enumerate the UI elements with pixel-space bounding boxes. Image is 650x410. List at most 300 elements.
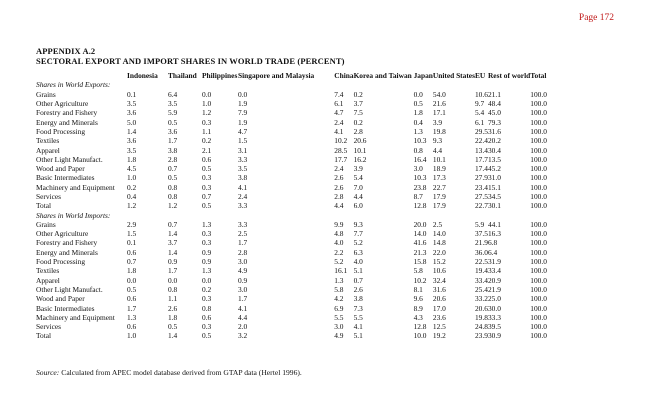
table-cell: 3.8 [168, 145, 178, 155]
table-cell: 0.5 [127, 284, 137, 294]
table-cell: 1.8 [413, 108, 423, 118]
table-cell: 7.0 [353, 182, 363, 192]
table-cell: 44.1 [487, 219, 501, 229]
table-cell: 0.5 [168, 322, 178, 332]
table-cell: 3.7 [168, 238, 178, 248]
table-cell: 3.3 [238, 154, 248, 164]
table-cell: 5.0 [127, 117, 137, 127]
table-cell: 100.0 [530, 275, 547, 285]
table-cell: 0.3 [202, 322, 212, 332]
table-cell: 0.0 [202, 89, 212, 99]
column-gap [314, 313, 334, 322]
table-cell: 0.8 [168, 182, 178, 192]
table-cell: 5.9 [168, 108, 178, 118]
table-cell: 3.8 [353, 294, 363, 304]
table-cell: 100.0 [530, 173, 547, 183]
table-cell: 0.8 [168, 192, 178, 201]
page-number: Page 172 [578, 13, 614, 23]
table-cell: 100.0 [530, 284, 547, 294]
table-row [36, 331, 570, 340]
table-cell: 4.4 [432, 145, 443, 155]
table-cell: 1.7 [127, 303, 137, 313]
table-cell: 9.7 [474, 99, 485, 109]
table-cell: 30.0 [487, 303, 501, 313]
table-row [36, 229, 570, 238]
column-gap [314, 108, 334, 117]
table-cell: 36.0 [474, 247, 488, 257]
table-cell: 48.4 [487, 99, 501, 109]
table-cell: 15.1 [487, 182, 501, 192]
table-cell: 3.8 [238, 173, 248, 183]
section-title: Shares in World Exports: [36, 80, 111, 90]
table-cell: 0.7 [127, 257, 137, 267]
table-cell: 31.6 [432, 284, 446, 294]
row-label: Grains [36, 89, 56, 99]
table-title: SECTORAL EXPORT AND IMPORT SHARES IN WORLD TRADE (PERCENT) [36, 55, 345, 66]
header-gap [314, 71, 334, 80]
table-cell: 2.1 [202, 145, 212, 155]
table-cell: 14.0 [413, 229, 427, 239]
table-cell: 4.4 [334, 201, 344, 211]
table-row [36, 173, 570, 182]
table-cell: 17.4 [474, 164, 488, 174]
table-cell: 22.4 [474, 136, 488, 146]
table-cell: 17.7 [474, 154, 488, 164]
table-cell: 28.5 [334, 145, 348, 155]
table-cell: 24.8 [474, 322, 488, 332]
table-cell: 100.0 [530, 117, 547, 127]
table-cell: 0.7 [353, 275, 363, 285]
table-cell: 2.4 [334, 164, 344, 174]
column-gap [314, 276, 334, 285]
table-cell: 6.8 [487, 238, 498, 248]
table-cell: 15.2 [432, 257, 446, 267]
table-cell: 100.0 [530, 229, 547, 239]
table-cell: 100.0 [530, 192, 547, 201]
table-cell: 0.0 [202, 275, 212, 285]
table-cell: 0.7 [168, 219, 178, 229]
table-row [36, 220, 570, 229]
table-cell: 3.0 [413, 164, 423, 174]
table-row [36, 155, 570, 164]
table-cell: 2.5 [238, 229, 248, 239]
table-row [36, 238, 570, 247]
table-cell: 32.4 [432, 275, 446, 285]
table-cell: 0.9 [238, 275, 248, 285]
table-cell: 2.8 [334, 192, 344, 201]
header-row [36, 71, 570, 80]
table-cell: 0.1 [127, 89, 137, 99]
row-label: Other Agriculture [36, 99, 89, 109]
table-cell: 0.0 [238, 89, 248, 99]
table-cell: 10.2 [413, 275, 427, 285]
column-gap [314, 117, 334, 126]
column-gap [314, 127, 334, 136]
table-row [36, 313, 570, 322]
header-china: China [334, 71, 354, 81]
table-cell: 4.9 [238, 266, 248, 276]
table-cell: 30.4 [487, 145, 501, 155]
table-row [36, 266, 570, 275]
table-cell: 13.5 [487, 154, 501, 164]
table-row [36, 164, 570, 173]
table-cell: 2.0 [238, 322, 248, 332]
row-label: Textiles [36, 266, 60, 276]
table-cell: 10.2 [334, 136, 348, 146]
table-cell: 1.9 [238, 99, 248, 109]
table-cell: 2.4 [334, 117, 344, 127]
table-cell: 0.5 [168, 117, 178, 127]
column-gap [314, 266, 334, 275]
table-cell: 4.7 [238, 126, 248, 136]
column-gap [314, 201, 334, 210]
table-cell: 1.3 [202, 219, 212, 229]
table-cell: 23.4 [474, 182, 488, 192]
table-cell: 0.8 [168, 284, 178, 294]
source-note [36, 368, 302, 377]
table-cell: 3.6 [127, 136, 137, 146]
table-cell: 19.8 [474, 312, 488, 322]
table-cell: 6.4 [487, 247, 498, 257]
header-korea-taiwan: Korea and Taiwan [353, 71, 412, 81]
table-cell: 3.3 [238, 219, 248, 229]
table-cell: 7.5 [353, 108, 363, 118]
table-cell: 31.0 [487, 173, 501, 183]
table-cell: 21.6 [432, 99, 446, 109]
table-cell: 6.1 [474, 117, 485, 127]
table-cell: 9.3 [353, 219, 363, 229]
table-cell: 10.0 [413, 331, 427, 341]
table-row [36, 303, 570, 312]
table-cell: 6.1 [334, 99, 344, 109]
table-cell: 3.9 [432, 117, 443, 127]
table-cell: 6.3 [353, 247, 363, 257]
table-cell: 5.9 [474, 219, 485, 229]
header-total: Total [530, 71, 547, 81]
table-cell: 19.8 [432, 126, 446, 136]
table-cell: 1.3 [202, 266, 212, 276]
column-gap [314, 183, 334, 192]
row-label: Wood and Paper [36, 294, 85, 304]
table-cell: 2.4 [238, 192, 248, 201]
row-label: Other Light Manufact. [36, 154, 103, 164]
table-cell: 1.7 [168, 136, 178, 146]
table-cell: 19.2 [432, 331, 446, 341]
table-cell: 14.0 [432, 229, 446, 239]
table-row [36, 248, 570, 257]
table-cell: 5.5 [353, 312, 363, 322]
table-cell: 1.5 [127, 229, 137, 239]
table-cell: 100.0 [530, 257, 547, 267]
column-gap [314, 90, 334, 99]
table-row [36, 108, 570, 117]
row-label: Services [36, 322, 62, 332]
table-cell: 14.8 [432, 238, 446, 248]
column-gap [314, 322, 334, 331]
header-united-states: United States [432, 71, 475, 81]
table-cell: 1.3 [413, 126, 423, 136]
table-row [36, 145, 570, 154]
table-cell: 0.3 [202, 238, 212, 248]
table-cell: 37.5 [474, 229, 488, 239]
table-cell: 4.5 [127, 164, 137, 174]
table-cell: 100.0 [530, 182, 547, 192]
table-cell: 10.1 [432, 154, 446, 164]
row-label: Services [36, 192, 62, 201]
table-cell: 3.0 [238, 257, 248, 267]
row-label: Forestry and Fishery [36, 238, 98, 248]
table-cell: 100.0 [530, 247, 547, 257]
table-cell: 0.3 [202, 294, 212, 304]
table-cell: 1.0 [127, 331, 137, 341]
table-row [36, 183, 570, 192]
table-cell: 25.0 [487, 294, 501, 304]
table-cell: 13.4 [474, 145, 488, 155]
table-cell: 2.6 [334, 173, 344, 183]
table-row [36, 294, 570, 303]
table-cell: 20.6 [353, 136, 367, 146]
table-cell: 1.8 [127, 266, 137, 276]
table-cell: 22.0 [432, 247, 446, 257]
table-cell: 17.9 [432, 192, 446, 201]
table-cell: 3.6 [168, 126, 178, 136]
row-label: Total [36, 201, 52, 211]
table-cell: 2.9 [127, 219, 137, 229]
table-cell: 4.7 [334, 108, 344, 118]
table-cell: 4.0 [334, 238, 344, 248]
table-cell: 21.9 [474, 238, 488, 248]
table-row [36, 276, 570, 285]
table-cell: 1.7 [238, 238, 248, 248]
table-cell: 4.1 [238, 303, 248, 313]
table-row [36, 285, 570, 294]
table-cell: 1.2 [127, 201, 137, 211]
table-cell: 1.4 [168, 229, 178, 239]
table-cell: 4.1 [238, 182, 248, 192]
table-cell: 17.7 [334, 154, 348, 164]
row-label: Food Processing [36, 126, 86, 136]
table-cell: 33.4 [474, 275, 488, 285]
row-label: Energy and Minerals [36, 247, 98, 257]
table-row [36, 99, 570, 108]
table-cell: 8.7 [413, 192, 423, 201]
table-cell: 4.8 [334, 229, 344, 239]
table-cell: 10.1 [353, 145, 367, 155]
table-cell: 20.6 [432, 294, 446, 304]
table-cell: 6.4 [168, 89, 178, 99]
table-cell: 7.3 [353, 303, 363, 313]
table-cell: 4.1 [353, 322, 363, 332]
table-cell: 100.0 [530, 312, 547, 322]
table-cell: 0.4 [413, 117, 423, 127]
table-cell: 5.8 [334, 284, 344, 294]
table-cell: 3.7 [353, 99, 363, 109]
table-heading [36, 47, 345, 66]
table-cell: 0.5 [413, 99, 423, 109]
table-cell: 1.3 [127, 312, 137, 322]
table-cell: 3.2 [238, 331, 248, 341]
table-cell: 0.2 [353, 89, 363, 99]
row-label: Basic Intermediates [36, 173, 95, 183]
table-cell: 100.0 [530, 89, 547, 99]
column-gap [314, 285, 334, 294]
source-label: Source: [36, 368, 60, 377]
table-cell: 100.0 [530, 145, 547, 155]
trade-shares-table [36, 71, 570, 341]
header-thailand: Thailand [168, 71, 197, 81]
table-cell: 9.6 [413, 294, 423, 304]
table-cell: 3.5 [127, 99, 137, 109]
table-cell: 23.8 [413, 182, 427, 192]
table-row [36, 201, 570, 210]
table-cell: 0.2 [202, 284, 212, 294]
header-eu: EU [474, 71, 486, 81]
row-label: Machinery and Equipment [36, 182, 115, 192]
table-cell: 2.6 [168, 303, 178, 313]
table-cell: 3.1 [238, 145, 248, 155]
column-gap [314, 303, 334, 312]
table-cell: 5.1 [353, 331, 363, 341]
table-cell: 1.4 [168, 331, 178, 341]
table-cell: 100.0 [530, 238, 547, 248]
row-label: Other Light Manufact. [36, 284, 103, 294]
table-cell: 3.5 [238, 164, 248, 174]
table-cell: 0.6 [202, 312, 212, 322]
table-cell: 45.2 [487, 164, 501, 174]
header-philippines: Philippines [202, 71, 238, 81]
table-cell: 17.1 [432, 108, 446, 118]
table-cell: 5.4 [353, 173, 363, 183]
row-label: Food Processing [36, 257, 86, 267]
table-cell: 7.7 [353, 229, 363, 239]
table-cell: 5.1 [353, 266, 363, 276]
table-cell: 100.0 [530, 108, 547, 118]
table-cell: 5.2 [353, 238, 363, 248]
table-cell: 33.2 [474, 294, 488, 304]
column-gap [314, 99, 334, 108]
table-cell: 2.8 [168, 154, 178, 164]
table-cell: 0.2 [353, 117, 363, 127]
table-cell: 0.9 [202, 257, 212, 267]
table-cell: 0.3 [202, 173, 212, 183]
table-cell: 8.1 [413, 284, 423, 294]
table-cell: 7.4 [334, 89, 344, 99]
table-cell: 33.4 [487, 266, 501, 276]
table-cell: 20.9 [487, 275, 501, 285]
table-cell: 4.2 [334, 294, 344, 304]
table-cell: 5.4 [474, 108, 485, 118]
table-row [36, 117, 570, 126]
table-cell: 2.6 [334, 182, 344, 192]
table-cell: 15.8 [413, 257, 427, 267]
table-cell: 10.3 [413, 136, 427, 146]
table-cell: 16.2 [353, 154, 367, 164]
section-header-row [36, 210, 570, 219]
table-cell: 17.3 [432, 173, 446, 183]
table-cell: 2.8 [353, 126, 363, 136]
row-label: Forestry and Fishery [36, 108, 98, 118]
table-cell: 100.0 [530, 164, 547, 174]
table-cell: 4.9 [334, 331, 344, 341]
table-cell: 0.0 [413, 89, 423, 99]
column-gap [314, 294, 334, 303]
table-cell: 0.6 [127, 322, 137, 332]
appendix-label: APPENDIX A.2 [36, 46, 96, 56]
table-cell: 0.6 [202, 154, 212, 164]
table-cell: 3.3 [238, 201, 248, 211]
column-gap [314, 136, 334, 145]
header-japan: Japan [413, 71, 433, 81]
column-gap [314, 220, 334, 229]
table-cell: 20.6 [474, 303, 488, 313]
row-label: Apparel [36, 275, 60, 285]
table-cell: 100.0 [530, 266, 547, 276]
table-cell: 10.6 [432, 266, 446, 276]
table-cell: 16.3 [487, 229, 501, 239]
table-cell: 3.5 [168, 99, 178, 109]
table-cell: 16.4 [413, 154, 427, 164]
table-cell: 0.5 [202, 164, 212, 174]
column-gap [314, 229, 334, 238]
table-cell: 4.4 [353, 192, 363, 201]
table-cell: 3.6 [127, 108, 137, 118]
table-cell: 0.0 [168, 275, 178, 285]
section-title: Shares in World Imports: [36, 210, 111, 220]
column-gap [314, 173, 334, 182]
table-cell: 5.2 [334, 257, 344, 267]
header-singapore-malaysia: Singapore and Malaysia [238, 71, 315, 81]
table-cell: 33.3 [487, 312, 501, 322]
table-cell: 2.8 [238, 247, 248, 257]
table-cell: 18.9 [432, 164, 446, 174]
row-label: Textiles [36, 136, 60, 146]
table-cell: 0.9 [202, 247, 212, 257]
table-cell: 100.0 [530, 126, 547, 136]
table-cell: 1.2 [168, 201, 178, 211]
table-cell: 45.0 [487, 108, 501, 118]
table-cell: 0.8 [413, 145, 423, 155]
table-cell: 1.1 [202, 126, 212, 136]
table-cell: 21.3 [413, 247, 427, 257]
row-label: Other Agriculture [36, 229, 89, 239]
table-cell: 30.1 [487, 201, 501, 211]
table-cell: 1.1 [168, 294, 178, 304]
header-blank [36, 71, 127, 80]
table-cell: 27.9 [474, 173, 488, 183]
table-cell: 0.0 [127, 275, 137, 285]
row-label: Apparel [36, 145, 60, 155]
table-cell: 7.9 [238, 108, 248, 118]
table-cell: 5.8 [413, 266, 423, 276]
column-gap [314, 164, 334, 173]
table-cell: 54.0 [432, 89, 446, 99]
column-gap [314, 248, 334, 257]
row-label: Total [36, 331, 52, 341]
table-cell: 6.9 [334, 303, 344, 313]
table-cell: 0.5 [202, 331, 212, 341]
table-cell: 4.4 [238, 312, 248, 322]
table-cell: 3.5 [127, 145, 137, 155]
header-indonesia: Indonesia [127, 71, 158, 81]
table-cell: 1.4 [168, 247, 178, 257]
table-cell: 100.0 [530, 303, 547, 313]
table-cell: 17.9 [432, 201, 446, 211]
table-cell: 0.8 [202, 303, 212, 313]
table-cell: 34.5 [487, 192, 501, 201]
table-cell: 41.6 [413, 238, 427, 248]
table-row [36, 257, 570, 266]
column-gap [314, 257, 334, 266]
